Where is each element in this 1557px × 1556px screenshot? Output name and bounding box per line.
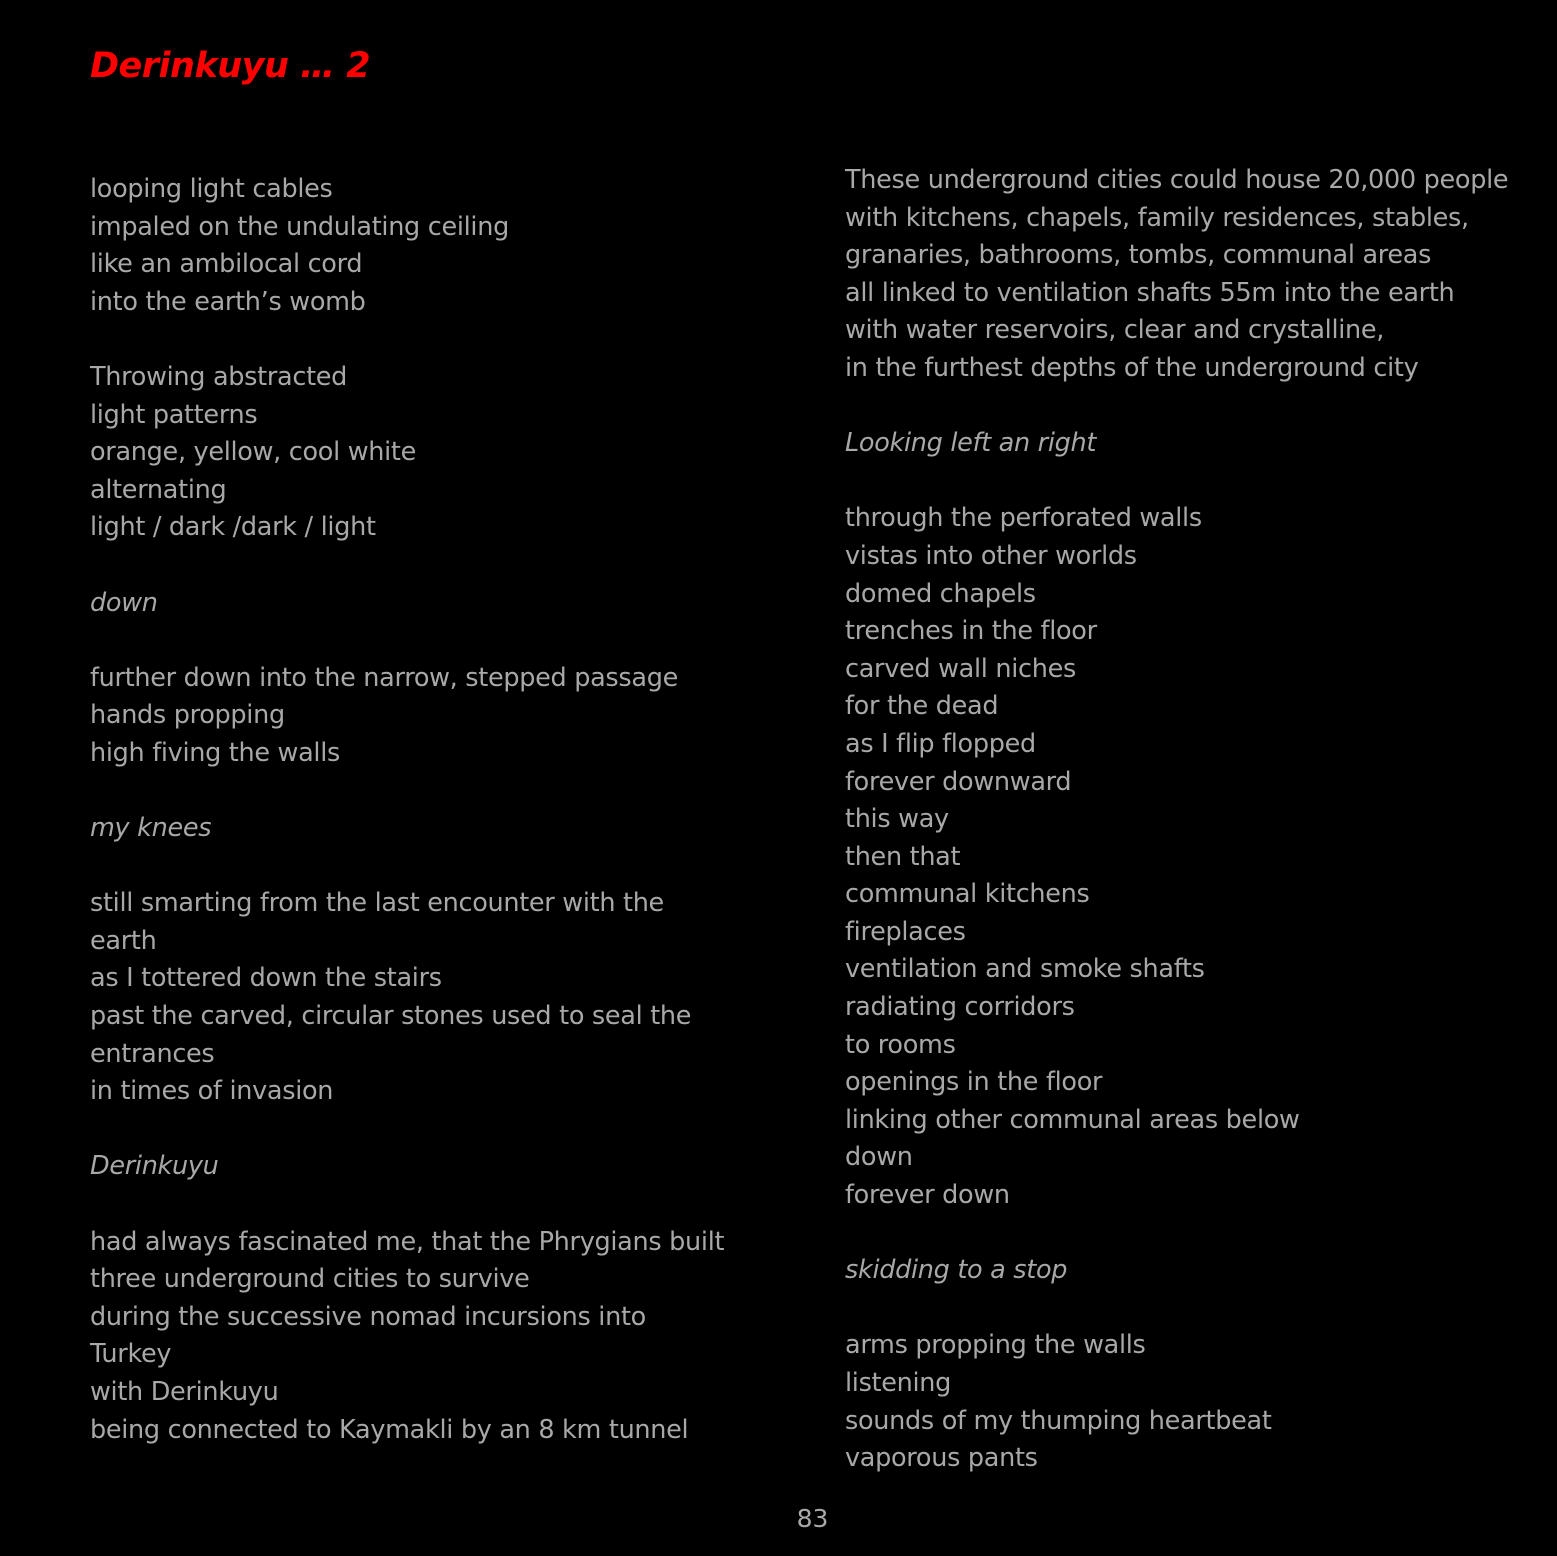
poem-column-right (845, 162, 1508, 1478)
poem-line: ventilation and smoke shafts (845, 954, 1205, 985)
poem-line: communal kitchens (845, 879, 1090, 910)
poem-line: like an ambilocal cord (90, 249, 363, 280)
poem-line: light patterns (90, 399, 258, 430)
stanza-break (90, 848, 724, 886)
stanza-break (90, 1111, 724, 1149)
stanza-break (845, 388, 1508, 426)
poem-line: arms propping the walls (845, 1330, 1146, 1361)
poem-line: with water reservoirs, clear and crystalline, (845, 315, 1385, 346)
poem-line: all linked to ventilation shafts 55m into the earth (845, 277, 1455, 308)
poem-line: carved wall niches (845, 653, 1076, 684)
poem-line: orange, yellow, cool white (90, 437, 416, 468)
poem-line: skidding to a stop (845, 1255, 1068, 1286)
stanza-break (90, 622, 724, 660)
poem-line: three underground cities to survive (90, 1264, 530, 1295)
stanza-break (90, 1186, 724, 1224)
poem-line: being connected to Kaymakli by an 8 km tunnel (90, 1414, 689, 1445)
stanza-break (90, 773, 724, 811)
poem-line: to rooms (845, 1029, 956, 1060)
poem-line: this way (845, 804, 949, 835)
poem-column-left (90, 171, 724, 1449)
poem-line: past the carved, circular stones used to seal the (90, 1001, 692, 1032)
poem-line: openings in the floor (845, 1067, 1103, 1098)
poem-line: sounds of my thumping heartbeat (845, 1405, 1272, 1436)
poem-line: my knees (90, 813, 212, 844)
poem-line: in times of invasion (90, 1076, 334, 1107)
poem-line: domed chapels (845, 578, 1036, 609)
poem-line: Throwing abstracted (90, 361, 348, 392)
poem-line: then that (845, 841, 961, 872)
poem-line: Looking left an right (845, 428, 1097, 459)
poem-line: down (845, 1142, 913, 1173)
poem-line: vaporous pants (845, 1443, 1038, 1474)
poem-line: down (90, 587, 158, 618)
poem-line: Derinkuyu (90, 1151, 219, 1182)
poem-line: earth (90, 925, 157, 956)
poem-line: through the perforated walls (845, 503, 1202, 534)
page-number: 83 (796, 1504, 829, 1533)
poem-line: fireplaces (845, 916, 966, 947)
stanza-break (845, 463, 1508, 501)
stanza-break (845, 1290, 1508, 1328)
poem-line: with Derinkuyu (90, 1377, 279, 1407)
poem-line: Turkey (90, 1339, 172, 1370)
poem-line: light / dark /dark / light (90, 512, 376, 543)
poem-line: radiating corridors (845, 992, 1075, 1023)
poem-line: for the dead (845, 691, 999, 722)
poem-line: forever down (845, 1180, 1010, 1211)
poem-line: had always fascinated me, that the Phrygians built (90, 1226, 725, 1257)
poem-line: granaries, bathrooms, tombs, communal areas (845, 240, 1432, 271)
poem-line: entrances (90, 1038, 215, 1069)
poem-line: as I flip flopped (845, 728, 1036, 759)
poem-line: trenches in the floor (845, 616, 1097, 647)
poem-line: listening (845, 1368, 952, 1398)
stanza-break (845, 1215, 1508, 1253)
poem-line: into the earth’s womb (90, 286, 366, 317)
poem-line: These underground cities could house 20,000 people (845, 165, 1509, 195)
poem-line: forever downward (845, 766, 1072, 797)
poem-line: during the successive nomad incursions into (90, 1301, 646, 1332)
poem-line: looping light cables (90, 174, 333, 204)
page-title: Derinkuyu … 2 (90, 46, 371, 86)
poem-line: impaled on the undulating ceiling (90, 211, 509, 242)
poem-line: with kitchens, chapels, family residences, stables, (845, 202, 1469, 233)
poem-line: alternating (90, 474, 227, 505)
stanza-break (90, 547, 724, 585)
poem-line: as I tottered down the stairs (90, 963, 442, 994)
poem-line: high fiving the walls (90, 737, 340, 768)
poem-line: in the furthest depths of the underground city (845, 352, 1419, 383)
poem-line: still smarting from the last encounter with the (90, 888, 664, 919)
poem-line: linking other communal areas below (845, 1104, 1300, 1135)
stanza-break (90, 321, 724, 359)
poem-line: vistas into other worlds (845, 540, 1137, 571)
poem-line: hands propping (90, 700, 285, 731)
poem-line: further down into the narrow, stepped passage (90, 662, 679, 693)
